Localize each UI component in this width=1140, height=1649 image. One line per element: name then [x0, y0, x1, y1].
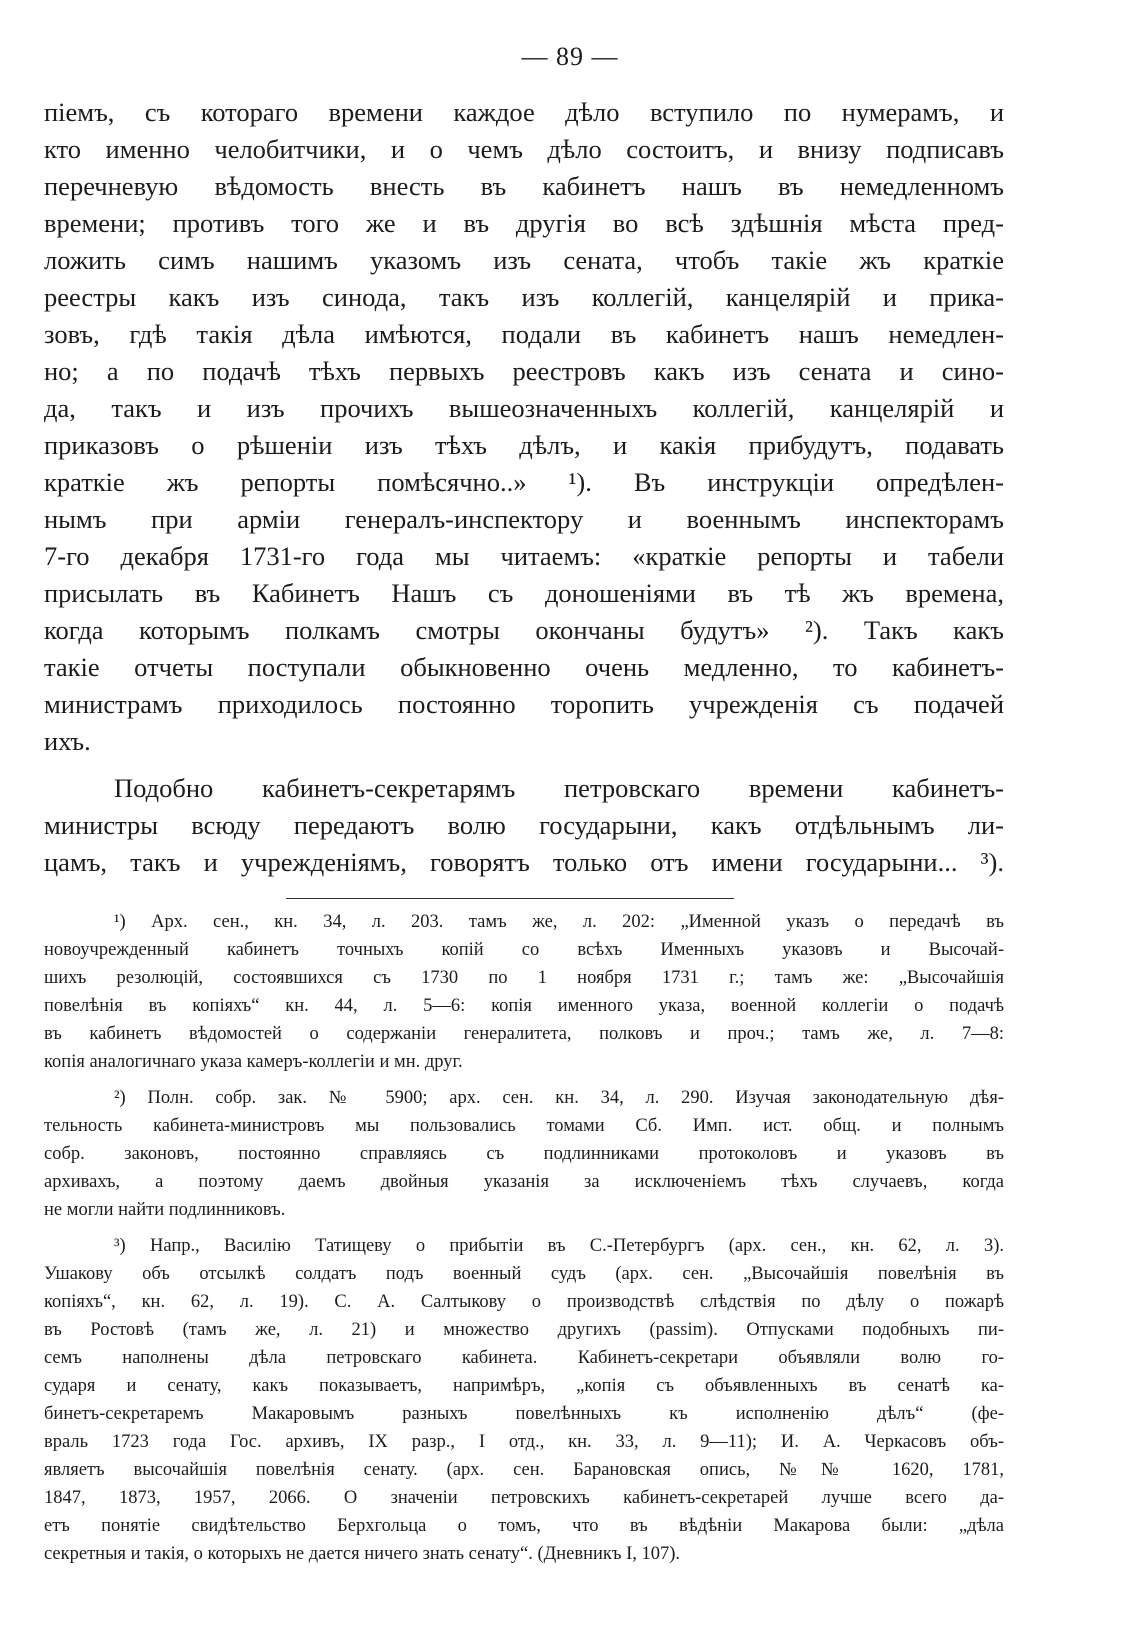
footnote-line: шихъ резолюцій, состоявшихся съ 1730 по 1 ноября 1731 г.; тамъ же: „Высочайшія: [44, 968, 1004, 988]
footnote-line: являетъ высочайшія повелѣнія сенату. (арх. сен. Барановская опись, №№ 1620, 1781,: [44, 1460, 1004, 1480]
text-line: да, такъ и изъ прочихъ вышеозначенныхъ коллегій, канцелярій и: [44, 393, 1004, 423]
footnote-line: Ушакову объ отсылкѣ солдатъ подъ военный судъ (арх. сен. „Высочайшія повелѣнія въ: [44, 1264, 1004, 1284]
footnote-line: ¹) Арх. сен., кн. 34, л. 203. тамъ же, л. 202: „Именной указъ о передачѣ въ: [114, 912, 1004, 932]
text-line: 7-го декабря 1731-го года мы читаемъ: «краткіе репорты и табели: [44, 541, 1004, 571]
footnote-line: сударя и сенату, какъ показываетъ, напримѣръ, „копія съ объявленныхъ въ сенатѣ ка-: [44, 1376, 1004, 1396]
footnote-line: повелѣнія въ копіяхъ“ кн. 44, л. 5—6: копія именного указа, военной коллегіи о подачѣ: [44, 996, 1004, 1016]
footnote-line: новоучрежденный кабинетъ точныхъ копій со всѣхъ Именныхъ указовъ и Высочай-: [44, 940, 1004, 960]
footnote-line: бинетъ-секретаремъ Макаровымъ разныхъ повелѣнныхъ къ исполненію дѣлъ“ (фе-: [44, 1404, 1004, 1424]
text-line: перечневую вѣдомость внесть въ кабинетъ нашъ въ немедленномъ: [44, 171, 1004, 201]
text-line: министрамъ приходилось постоянно торопить учрежденія съ подачей: [44, 689, 1004, 719]
footnote-divider: [286, 898, 734, 899]
text-line: краткіе жъ репорты помѣсячно..» ¹). Въ инструкціи опредѣлен-: [44, 467, 1004, 497]
page-number: — 89 —: [521, 42, 619, 71]
footnote-line: тельность кабинета-министровъ мы пользовались томами Сб. Имп. ист. общ. и полнымъ: [44, 1116, 1004, 1136]
text-line: министры всюду передаютъ волю государыни, какъ отдѣльнымъ ли-: [44, 810, 1004, 840]
text-line: зовъ, гдѣ такія дѣла имѣются, подали въ кабинетъ нашъ немедлен-: [44, 319, 1004, 349]
text-line: нымъ при арміи генералъ-инспектору и военнымъ инспекторамъ: [44, 504, 1004, 534]
main-text: [44, 94, 1004, 881]
text-line: реестры какъ изъ синода, такъ изъ коллегій, канцелярій и прика-: [44, 282, 1004, 312]
text-line: когда которымъ полкамъ смотры окончаны будутъ» ²). Такъ какъ: [44, 615, 1004, 645]
text-line: ихъ.: [44, 726, 91, 756]
footnote-line: въ Ростовѣ (тамъ же, л. 21) и множество другихъ (passim). Отпусками подобныхъ пи-: [44, 1320, 1004, 1340]
footnote-line: ³) Напр., Василію Татищеву о прибытіи въ С.-Петербургъ (арх. сен., кн. 62, л. 3).: [114, 1236, 1004, 1256]
footnote-line: етъ понятіе свидѣтельство Берхгольца о томъ, что въ вѣдѣніи Макарова были: „дѣла: [44, 1516, 1004, 1536]
footnotes: [44, 908, 1004, 1568]
text-line: ложить симъ нашимъ указомъ изъ сената, чтобъ такіе жъ краткіе: [44, 245, 1004, 275]
footnote-line: враль 1723 года Гос. архивъ, IX разр., I отд., кн. 33, л. 9—11); И. А. Черкасовъ объ-: [44, 1432, 1004, 1452]
footnote-line: копіяхъ“, кн. 62, л. 19). С. А. Салтыкову о производствѣ слѣдствія по дѣлу о пожарѣ: [44, 1292, 1004, 1312]
text-line: цамъ, такъ и учрежденіямъ, говорятъ только отъ имени государыни... ³).: [44, 847, 1004, 877]
footnote-line: архивахъ, а поэтому даемъ двойныя указанія за исключеніемъ тѣхъ случаевъ, когда: [44, 1172, 1004, 1192]
footnote-line: собр. законовъ, постоянно справляясь съ подлинниками протоколовъ и указовъ въ: [44, 1144, 1004, 1164]
text-line: кто именно челобитчики, и о чемъ дѣло состоитъ, и внизу подписавъ: [44, 134, 1004, 164]
text-line: но; а по подачѣ тѣхъ первыхъ реестровъ какъ изъ сената и сино-: [44, 356, 1004, 386]
footnote-line: 1847, 1873, 1957, 2066. О значеніи петровскихъ кабинетъ-секретарей лучше всего да-: [44, 1488, 1004, 1508]
footnote-line: семъ наполнены дѣла петровскаго кабинета. Кабинетъ-секретари объявляли волю го-: [44, 1348, 1004, 1368]
footnote-line: въ кабинетъ вѣдомостей о содержаніи генералитета, полковъ и проч.; тамъ же, л. 7—8:: [44, 1024, 1004, 1044]
footnote-line: копія аналогичнаго указа камеръ-коллегіи и мн. друг.: [44, 1052, 463, 1072]
text-line: приказовъ о рѣшеніи изъ тѣхъ дѣлъ, и какія прибудутъ, подавать: [44, 430, 1004, 460]
text-line: Подобно кабинетъ-секретарямъ петровскаго времени кабинетъ-: [114, 773, 1004, 803]
footnote-line: не могли найти подлинниковъ.: [44, 1200, 286, 1220]
text-line: времени; противъ того же и въ другія во всѣ здѣшнія мѣста пред-: [44, 208, 1004, 238]
text-line: такіе отчеты поступали обыкновенно очень медленно, то кабинетъ-: [44, 652, 1004, 682]
footnote-line: ²) Полн. собр. зак. № 5900; арх. сен. кн. 34, л. 290. Изучая законодательную дѣя-: [114, 1088, 1004, 1108]
footnote-line: секретныя и такія, о которыхъ не дается ничего знать сенату“. (Дневникъ I, 107).: [44, 1544, 681, 1564]
text-line: присылать въ Кабинетъ Нашъ съ доношеніями въ тѣ жъ времена,: [44, 578, 1004, 608]
text-line: піемъ, съ котораго времени каждое дѣло вступило по нумерамъ, и: [44, 97, 1004, 127]
